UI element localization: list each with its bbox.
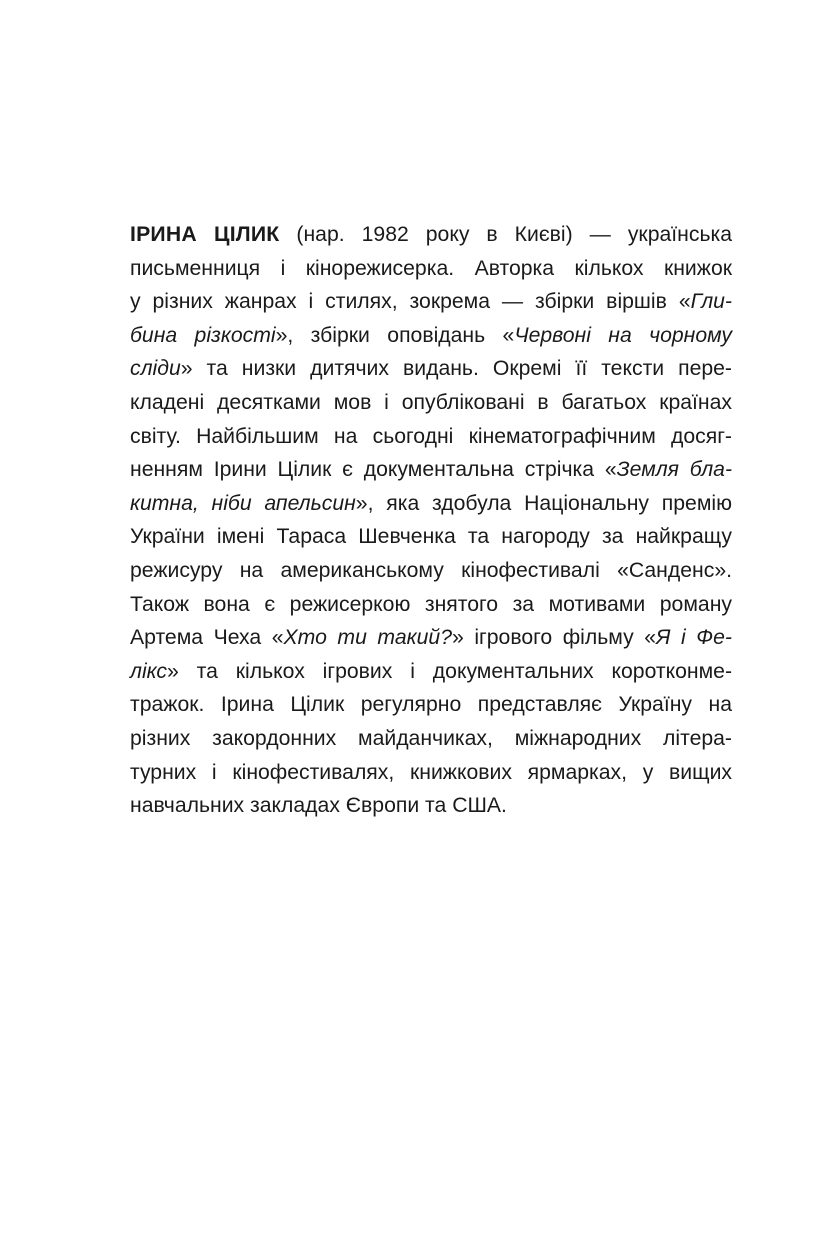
bio-line (130, 554, 732, 588)
author-biography (130, 218, 732, 823)
work-title: Земля бла- (616, 458, 733, 482)
bio-text: », збірки оповідань « (275, 323, 515, 347)
bio-text: » та кількох ігрових і документальних коротконме- (167, 659, 732, 683)
author-name: ІРИНА ЦІЛИК (130, 223, 280, 246)
bio-line (130, 420, 732, 454)
bio-line (130, 487, 732, 521)
bio-line (130, 386, 732, 420)
bio-line (130, 218, 732, 252)
bio-text: (нар. 1982 року в Києві) — українська (279, 223, 732, 246)
work-title: китна, ніби апельсин (130, 491, 356, 515)
bio-line (130, 352, 732, 386)
work-title: Червоні на чорному (514, 323, 732, 347)
bio-line (130, 319, 732, 353)
bio-line (130, 285, 732, 319)
work-title: Я і Фе- (656, 626, 732, 650)
bio-text: письменниця і кінорежисерка. Авторка кількох книжок (130, 256, 732, 280)
bio-line (130, 688, 732, 722)
bio-text: кладені десятками мов і опубліковані в багатьох країнах (130, 390, 732, 414)
bio-text: », яка здобула Національну премію (355, 491, 732, 515)
bio-text: у різних жанрах і стилях, зокрема — збірки віршів « (130, 290, 691, 314)
bio-text: турних і кінофестивалях, книжкових ярмарках, у вищих (130, 760, 732, 784)
bio-text: Також вона є режисеркою знятого за мотивами роману (130, 592, 732, 616)
bio-line (130, 789, 732, 823)
bio-line (130, 520, 732, 554)
bio-line (130, 588, 732, 622)
bio-text: режисуру на американському кінофестивалі «Санденс». (130, 558, 732, 582)
work-title: Хто ти такий? (283, 626, 452, 650)
bio-line (130, 756, 732, 790)
work-title: бина різкості (130, 323, 276, 347)
bio-line (130, 722, 732, 756)
bio-text: навчальних закладах Європи та США. (130, 794, 507, 818)
bio-line (130, 252, 732, 286)
bio-text: » ігрового фільму « (451, 626, 657, 650)
bio-text: тражок. Ірина Цілик регулярно представляє Україну на (130, 693, 732, 717)
bio-line (130, 655, 732, 689)
bio-line (130, 453, 732, 487)
bio-text: » та низки дитячих видань. Окремі її тексти пере- (180, 357, 732, 381)
bio-text: України імені Тараса Шевченка та нагороду за найкращу (130, 525, 732, 549)
bio-text: різних закордонних майданчиках, міжнародних літера- (130, 726, 732, 750)
work-title: лікс (130, 659, 168, 683)
bio-text: світу. Найбільшим на сьогодні кінематографічним досяг- (130, 424, 732, 448)
bio-text: ненням Ірини Цілик є документальна стрічка « (130, 458, 617, 482)
bio-line (130, 621, 732, 655)
work-title: сліди (130, 357, 181, 381)
bio-text: Артема Чеха « (130, 626, 284, 650)
work-title: Гли- (690, 290, 732, 314)
